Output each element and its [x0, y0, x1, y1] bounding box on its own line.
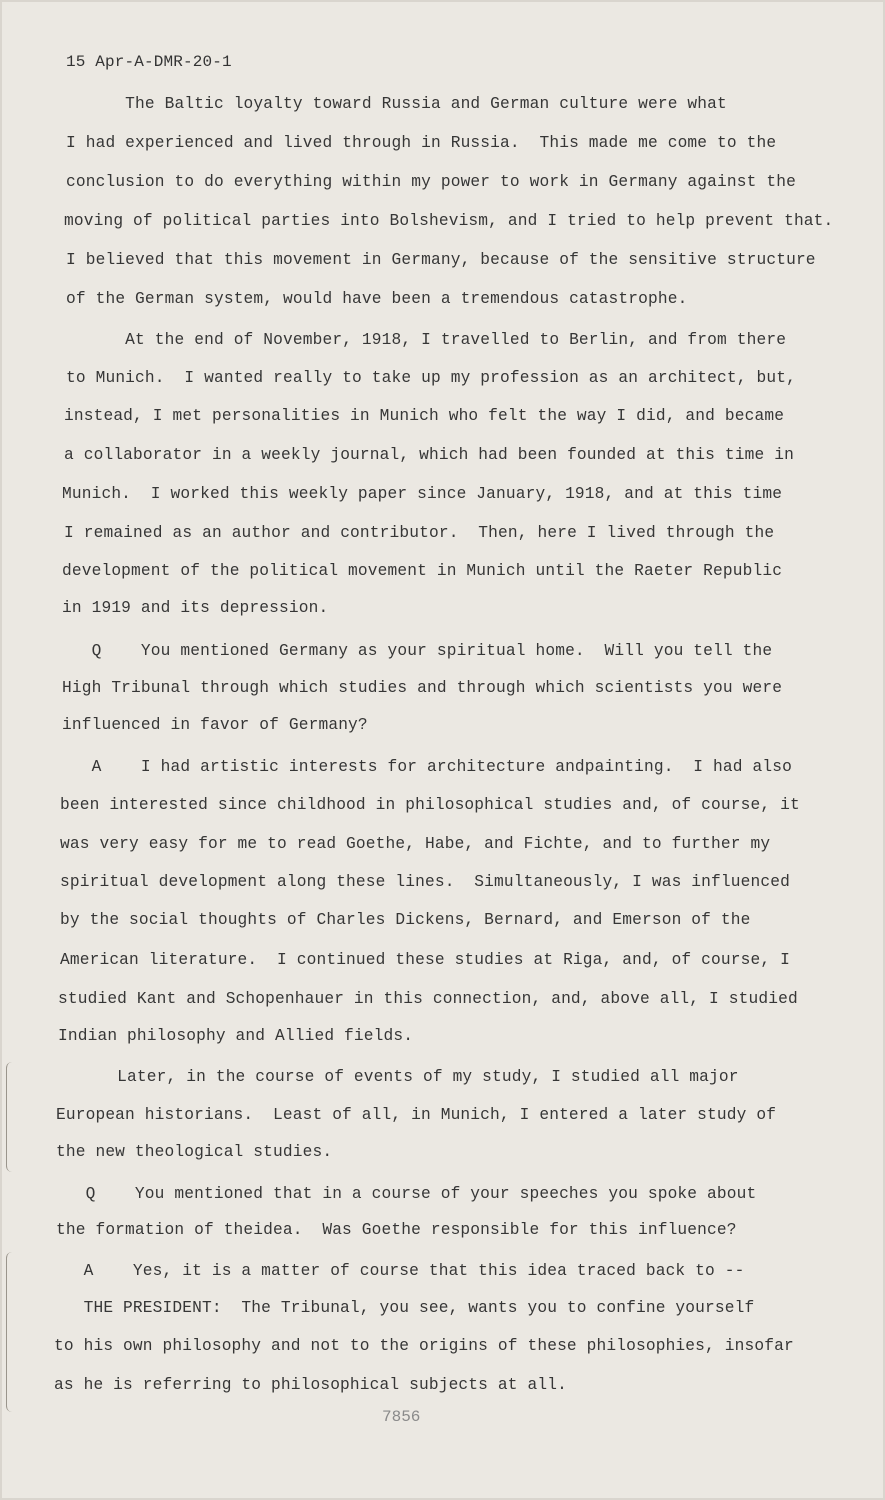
- text-line: studied Kant and Schopenhauer in this connection, and, above all, I studied: [58, 990, 798, 1008]
- text-line: development of the political movement in Munich until the Raeter Republic: [62, 562, 783, 580]
- text-line: the new theological studies.: [56, 1143, 333, 1161]
- margin-mark: [6, 1252, 15, 1412]
- text-line: was very easy for me to read Goethe, Habe, and Fichte, and to further my: [60, 835, 771, 853]
- text-line: A Yes, it is a matter of course that this idea traced back to --: [54, 1262, 745, 1280]
- text-line: moving of political parties into Bolshevism, and I tried to help prevent that.: [64, 212, 834, 230]
- text-line: At the end of November, 1918, I travelled to Berlin, and from there: [66, 331, 787, 349]
- text-line: instead, I met personalities in Munich who felt the way I did, and became: [64, 407, 785, 425]
- text-line: influenced in favor of Germany?: [62, 716, 368, 734]
- text-line: conclusion to do everything within my power to work in Germany against the: [66, 173, 796, 191]
- text-line: Q You mentioned Germany as your spiritual home. Will you tell the: [62, 642, 773, 660]
- margin-mark: [6, 1062, 15, 1172]
- text-line: in 1919 and its depression.: [62, 599, 329, 617]
- text-line: THE PRESIDENT: The Tribunal, you see, wants you to confine yourself: [54, 1299, 755, 1317]
- text-line: to his own philosophy and not to the origins of these philosophies, insofar: [54, 1337, 794, 1355]
- text-line: of the German system, would have been a tremendous catastrophe.: [66, 290, 688, 308]
- text-line: Q You mentioned that in a course of your speeches you spoke about: [56, 1185, 757, 1203]
- text-line: spiritual development along these lines. Simultaneously, I was influenced: [60, 873, 790, 891]
- text-line: I remained as an author and contributor. Then, here I lived through the: [64, 524, 775, 542]
- text-line: a collaborator in a weekly journal, which had been founded at this time in: [64, 446, 794, 464]
- text-line: the formation of theidea. Was Goethe responsible for this influence?: [56, 1221, 737, 1239]
- text-line: Later, in the course of events of my study, I studied all major: [58, 1068, 739, 1086]
- text-line: Munich. I worked this weekly paper since January, 1918, and at this time: [62, 485, 783, 503]
- text-line: I had experienced and lived through in Russia. This made me come to the: [66, 134, 777, 152]
- text-line: The Baltic loyalty toward Russia and German culture were what: [66, 95, 727, 113]
- text-line: Indian philosophy and Allied fields.: [58, 1027, 414, 1045]
- text-line: to Munich. I wanted really to take up my profession as an architect, but,: [66, 369, 796, 387]
- page-number: 7856: [382, 1408, 421, 1426]
- text-line: High Tribunal through which studies and through which scientists you were: [62, 679, 783, 697]
- text-line: European historians. Least of all, in Munich, I entered a later study of: [56, 1106, 777, 1124]
- text-line: by the social thoughts of Charles Dickens, Bernard, and Emerson of the: [60, 911, 751, 929]
- text-line: American literature. I continued these studies at Riga, and, of course, I: [60, 951, 790, 969]
- document-header: 15 Apr-A-DMR-20-1: [66, 53, 232, 71]
- text-line: been interested since childhood in philosophical studies and, of course, it: [60, 796, 800, 814]
- text-line: A I had artistic interests for architecture andpainting. I had also: [62, 758, 792, 776]
- text-line: as he is referring to philosophical subjects at all.: [54, 1376, 567, 1394]
- text-line: I believed that this movement in Germany, because of the sensitive structure: [66, 251, 816, 269]
